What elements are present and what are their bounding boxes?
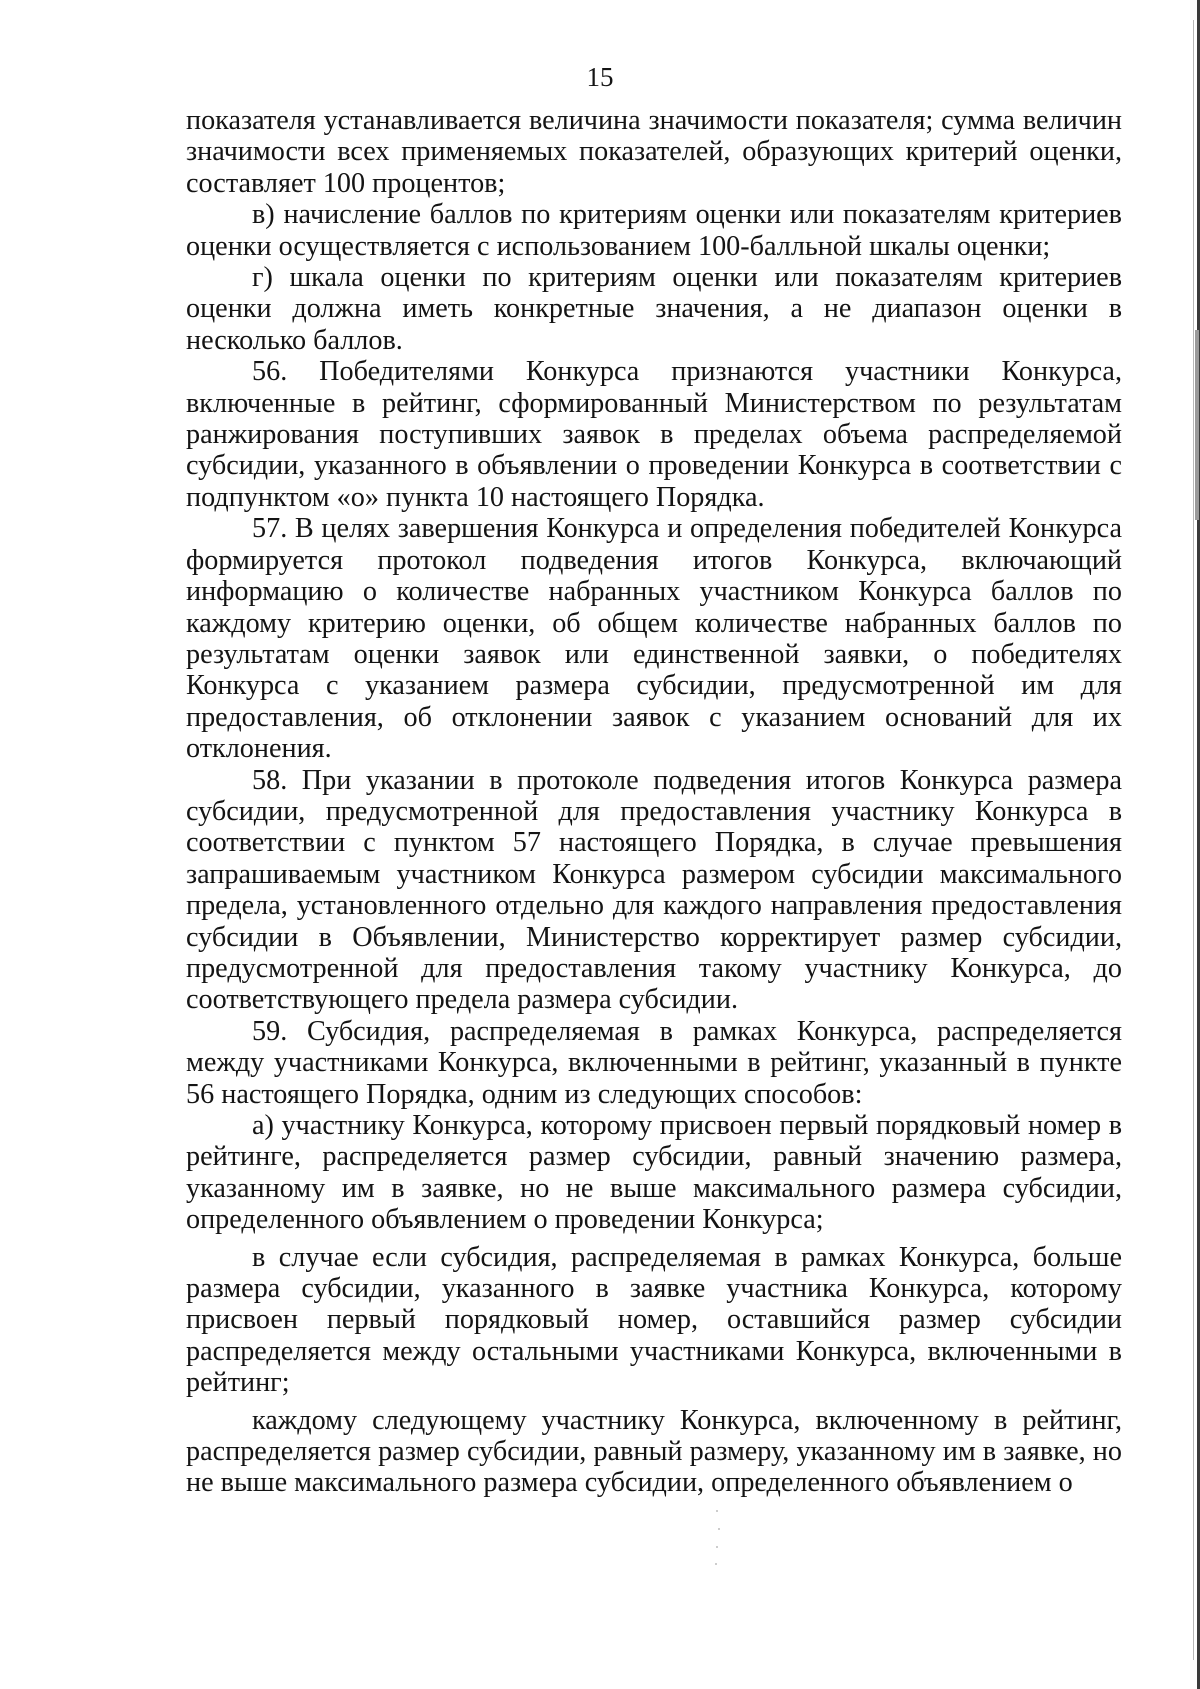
- scan-dust: [716, 1546, 718, 1548]
- scan-dust: [718, 1528, 720, 1530]
- paragraph-58: 58. При указании в протоколе подведения итогов Конкурса размера субсидии, предусмотренной для предоставления участнику Конкурса в соответствии с пунктом 57 настоящего Порядка, в случае превышения запрашиваемым участником Конкурса размером субсидии максимального предела, установленного отдельно для каждого направления предоставления субсидии в Объявлении, Министерство корректирует размер субсидии, предусмотренной для предоставления такому участнику Конкурса, до соответствующего предела размера субсидии.: [186, 764, 1122, 1016]
- scan-edge-line: [1193, 20, 1194, 1660]
- paragraph-59: 59. Субсидия, распределяемая в рамках Конкурса, распределяется между участниками Конкурса, включенными в рейтинг, указанный в пункте 56 настоящего Порядка, одним из следующих способов:: [186, 1015, 1122, 1110]
- paragraph-remaining-subsidy: в случае если субсидия, распределяемая в рамках Конкурса, больше размера субсидии, указанного в заявке участника Конкурса, которому присвоен первый порядковый номер, оставшийся размер субсидии распределяется между остальными участниками Конкурса, включенными в рейтинг;: [186, 1241, 1122, 1399]
- paragraph-each-next-participant: каждому следующему участнику Конкурса, включенному в рейтинг, распределяется размер субсидии, равный размеру, указанному им в заявке, но не выше максимального размера субсидии, определенного объявлением о: [186, 1404, 1122, 1499]
- paragraph-56: 56. Победителями Конкурса признаются участники Конкурса, включенные в рейтинг, сформированный Министерством по результатам ранжирования поступивших заявок в пределах объема распределяемой субсидии, указанного в объявлении о проведении Конкурса в соответствии с подпунктом «о» пункта 10 настоящего Порядка.: [186, 356, 1122, 513]
- scan-edge-mark: [1195, 330, 1199, 520]
- page-number: 15: [586, 62, 614, 92]
- paragraph-continuation: показателя устанавливается величина значимости показателя; сумма величин значимости всех применяемых показателей, образующих критерий оценки, составляет 100 процентов;: [186, 105, 1122, 199]
- paragraph-item-g: г) шкала оценки по критериям оценки или показателям критериев оценки должна иметь конкретные значения, а не диапазон оценки в несколько баллов.: [186, 262, 1122, 356]
- scan-dust: [716, 1510, 718, 1512]
- paragraph-item-v: в) начисление баллов по критериям оценки или показателям критериев оценки осуществляется с использованием 100-балльной шкалы оценки;: [186, 199, 1122, 262]
- document-body: [186, 105, 1122, 1499]
- scan-dust: [715, 1563, 717, 1565]
- paragraph-57: 57. В целях завершения Конкурса и определения победителей Конкурса формируется протокол подведения итогов Конкурса, включающий информацию о количестве набранных участником Конкурса баллов по каждому критерию оценки, об общем количестве набранных баллов по результатам оценки заявок или единственной заявки, о победителях Конкурса с указанием размера субсидии, предусмотренной им для предоставления, об отклонении заявок с указанием оснований для их отклонения.: [186, 513, 1122, 765]
- paragraph-item-a: а) участнику Конкурса, которому присвоен первый порядковый номер в рейтинге, распределяется размер субсидии, равный значению размера, указанному им в заявке, но не выше максимального размера субсидии, определенного объявлением о проведении Конкурса;: [186, 1110, 1122, 1236]
